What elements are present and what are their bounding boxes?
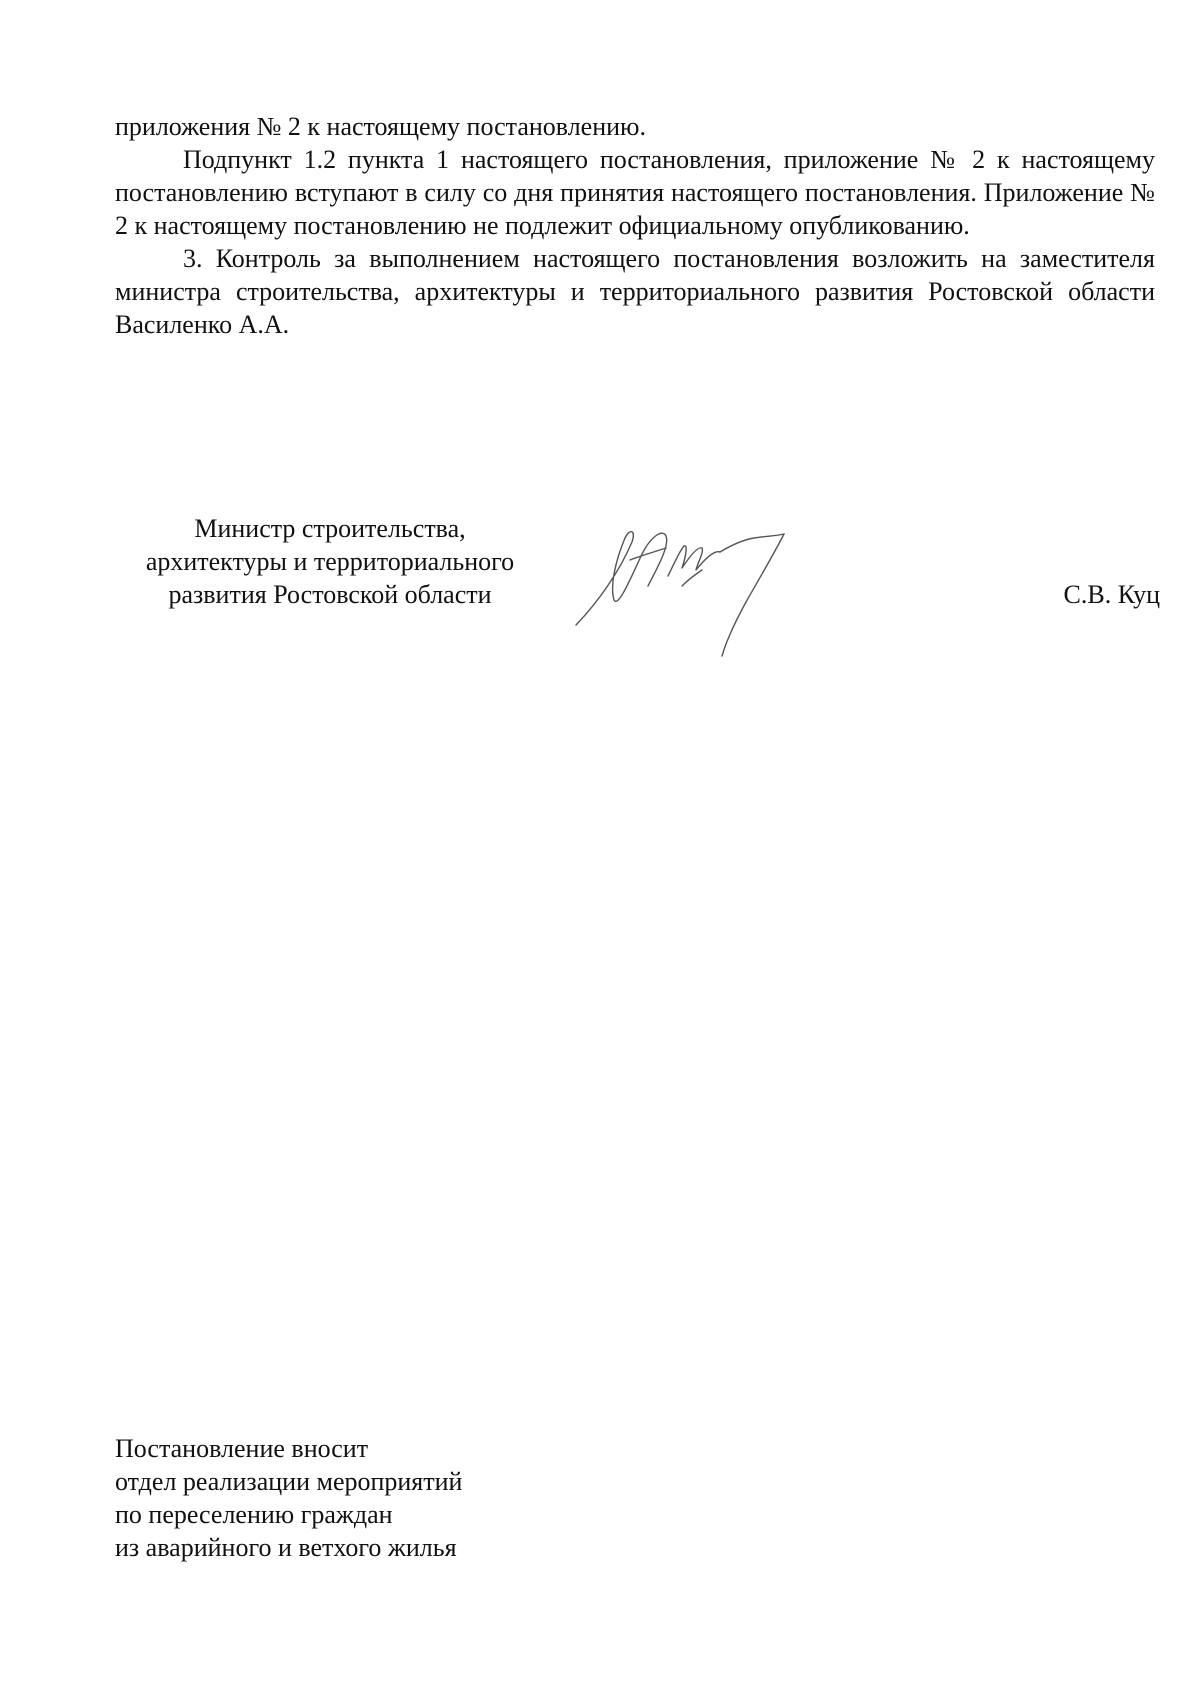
footer-line-3: по переселению граждан: [115, 1500, 393, 1529]
footer-line-4: из аварийного и ветхого жилья: [115, 1533, 457, 1562]
signer-name: С.В. Куц: [1063, 580, 1160, 609]
submitted-by-note: [115, 1432, 715, 1564]
body-paragraph-2: Подпункт 1.2 пункта 1 настоящего постановления, приложение № 2 к настоящему постановлению вступают в силу со дня принятия настоящего постановления. Приложение № 2 к настоящему постановлению не подлежит официальному опубликованию.: [115, 145, 1155, 240]
signature-position-line-3: развития Ростовской области: [168, 580, 492, 609]
handwritten-signature: [570, 490, 830, 660]
document-body: [115, 110, 1155, 341]
body-line-1: приложения № 2 к настоящему постановлению.: [115, 112, 646, 141]
signature-position-line-2: архитектуры и территориального: [145, 547, 515, 576]
signature-position-line-1: Министр строительства,: [194, 514, 466, 543]
footer-line-2: отдел реализации мероприятий: [115, 1467, 463, 1496]
body-paragraph-3: 3. Контроль за выполнением настоящего постановления возложить на заместителя министра строительства, архитектуры и территориального развития Ростовской области Василенко А.А.: [115, 244, 1155, 339]
signature-position: [115, 512, 545, 611]
footer-line-1: Постановление вносит: [115, 1434, 369, 1463]
